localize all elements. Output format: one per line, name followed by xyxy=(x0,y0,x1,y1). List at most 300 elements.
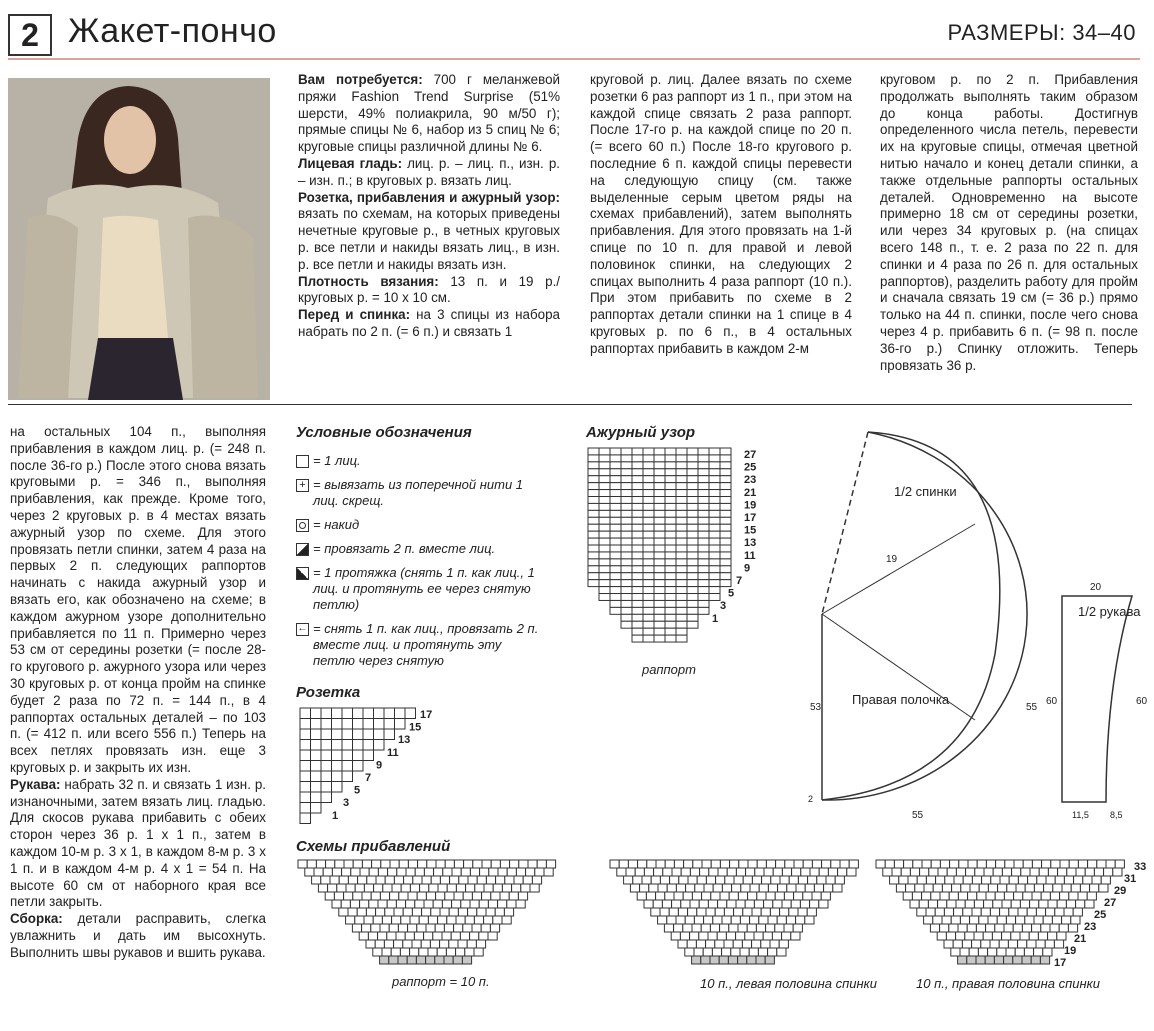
grid-cell xyxy=(654,490,665,497)
grid-cell xyxy=(426,892,435,900)
grid-cell xyxy=(687,497,698,504)
grid-cell xyxy=(988,884,997,892)
grid-cell xyxy=(1076,868,1085,876)
grid-cell xyxy=(727,868,736,876)
grid-cell xyxy=(523,876,532,884)
grid-cell xyxy=(698,503,709,510)
bottom-dim: 55 xyxy=(912,810,924,821)
grid-cell xyxy=(599,497,610,504)
grid-cell xyxy=(1055,908,1064,916)
grid-cell xyxy=(654,628,665,635)
grid-cell xyxy=(1062,916,1071,924)
grid-cell xyxy=(621,469,632,476)
grid-cell xyxy=(709,490,720,497)
grid-cell xyxy=(750,916,759,924)
grid-cell xyxy=(937,932,946,940)
grid-cell xyxy=(794,860,803,868)
grid-cell xyxy=(300,813,311,824)
grid-cell xyxy=(992,932,1001,940)
grid-cell xyxy=(372,860,381,868)
grid-cell xyxy=(698,580,709,587)
grid-cell xyxy=(1083,876,1092,884)
grid-cell xyxy=(481,924,490,932)
grid-cell xyxy=(621,483,632,490)
grid-cell xyxy=(643,594,654,601)
grid-cell xyxy=(621,614,632,621)
grid-cell xyxy=(710,924,719,932)
grid-cell xyxy=(817,876,826,884)
grid-cell xyxy=(1078,892,1087,900)
grid-cell xyxy=(665,517,676,524)
grid-cell xyxy=(947,868,956,876)
grid-cell xyxy=(805,916,814,924)
grid-cell xyxy=(1013,956,1022,964)
grid-cell xyxy=(588,476,599,483)
grid-cell xyxy=(676,916,685,924)
grid-cell xyxy=(754,900,763,908)
grid-cell xyxy=(1025,916,1034,924)
grid-cell xyxy=(353,729,364,740)
grid-cell xyxy=(350,900,359,908)
grid-cell xyxy=(755,868,764,876)
grid-cell xyxy=(316,860,325,868)
grid-cell xyxy=(764,900,773,908)
grid-cell xyxy=(446,948,455,956)
grid-cell xyxy=(544,868,553,876)
grid-cell xyxy=(756,956,765,964)
grid-cell xyxy=(599,531,610,538)
grid-cell xyxy=(993,868,1002,876)
grid-cell xyxy=(321,729,332,740)
grid-cell xyxy=(632,607,643,614)
grid-cell xyxy=(720,517,731,524)
grid-cell xyxy=(687,940,696,948)
grid-cell xyxy=(901,868,910,876)
grid-cell xyxy=(456,916,465,924)
arrow-left-icon: ← xyxy=(297,623,308,634)
grid-cell xyxy=(651,876,660,884)
grid-cell xyxy=(906,884,915,892)
grid-cell xyxy=(988,916,997,924)
grid-cell xyxy=(1048,932,1057,940)
grid-cell xyxy=(482,860,491,868)
grid-cell xyxy=(654,524,665,531)
grid-cell xyxy=(993,900,1002,908)
grid-cell xyxy=(621,621,632,628)
grid-cell xyxy=(632,545,643,552)
grid-cell xyxy=(654,573,665,580)
grid-cell xyxy=(395,708,406,719)
grid-cell xyxy=(810,900,819,908)
grid-cell xyxy=(665,607,676,614)
grid-cell xyxy=(709,483,720,490)
grid-cell xyxy=(643,503,654,510)
grid-cell xyxy=(1085,868,1094,876)
grid-cell xyxy=(654,517,665,524)
grid-cell xyxy=(709,524,720,531)
grid-cell xyxy=(698,510,709,517)
grid-cell xyxy=(715,940,724,948)
grid-cell xyxy=(1014,892,1023,900)
grid-cell xyxy=(588,545,599,552)
grid-cell xyxy=(940,860,949,868)
grid-cell xyxy=(929,868,938,876)
grid-cell xyxy=(396,900,405,908)
row-label: 13 xyxy=(398,734,411,747)
grid-cell xyxy=(982,876,991,884)
grid-cell xyxy=(938,868,947,876)
grid-cell xyxy=(353,860,362,868)
grid-cell xyxy=(698,531,709,538)
grid-cell xyxy=(676,490,687,497)
grid-cell xyxy=(805,884,814,892)
grid-cell xyxy=(709,510,720,517)
grid-cell xyxy=(1012,868,1021,876)
grid-cell xyxy=(1002,932,1011,940)
grid-cell xyxy=(720,566,731,573)
grid-cell xyxy=(676,469,687,476)
grid-cell xyxy=(435,956,444,964)
grid-cell xyxy=(757,892,766,900)
grid-cell xyxy=(1054,940,1063,948)
grid-cell xyxy=(369,900,378,908)
grid-cell xyxy=(412,940,421,948)
grid-cell xyxy=(588,552,599,559)
grid-cell xyxy=(1002,868,1011,876)
grid-cell xyxy=(375,940,384,948)
grid-cell xyxy=(766,892,775,900)
grid-cell xyxy=(757,860,766,868)
grid-cell xyxy=(332,708,343,719)
grid-cell xyxy=(1032,892,1041,900)
grid-cell xyxy=(588,503,599,510)
increase-caption-3: 10 п., правая половина спинки xyxy=(916,976,1101,991)
schematic xyxy=(790,424,1150,828)
grid-cell xyxy=(1032,860,1041,868)
grid-cell xyxy=(663,868,672,876)
grid-cell xyxy=(632,621,643,628)
grid-cell xyxy=(644,900,653,908)
grid-cell xyxy=(449,940,458,948)
row-label: 15 xyxy=(744,524,757,537)
grid-cell xyxy=(676,510,687,517)
grid-cell xyxy=(599,573,610,580)
grid-cell xyxy=(486,908,495,916)
grid-cell xyxy=(994,956,1003,964)
grid-cell xyxy=(687,510,698,517)
grid-cell xyxy=(610,594,621,601)
grid-cell xyxy=(698,573,709,580)
grid-cell xyxy=(516,868,525,876)
grid-cell xyxy=(1020,932,1029,940)
grid-cell xyxy=(687,600,698,607)
grid-cell xyxy=(311,719,322,730)
grid-cell xyxy=(979,884,988,892)
grid-cell xyxy=(610,497,621,504)
grid-cell xyxy=(353,892,362,900)
grid-cell xyxy=(654,497,665,504)
grid-cell xyxy=(924,916,933,924)
grid-cell xyxy=(1055,876,1064,884)
grid-cell xyxy=(1034,916,1043,924)
grid-cell xyxy=(690,900,699,908)
grid-cell xyxy=(599,483,610,490)
grid-cell xyxy=(739,860,748,868)
grid-cell xyxy=(461,868,470,876)
grid-cell xyxy=(785,860,794,868)
grid-cell xyxy=(944,908,953,916)
grid-cell xyxy=(654,545,665,552)
grid-cell xyxy=(1028,876,1037,884)
grid-cell xyxy=(771,876,780,884)
grid-cell xyxy=(474,948,483,956)
grid-cell xyxy=(619,860,628,868)
grid-cell xyxy=(1101,876,1110,884)
grid-cell xyxy=(981,940,990,948)
grid-cell xyxy=(405,932,414,940)
grid-cell xyxy=(685,916,694,924)
grid-cell xyxy=(610,455,621,462)
grid-cell xyxy=(428,948,437,956)
grid-cell xyxy=(706,908,715,916)
grid-cell xyxy=(1041,892,1050,900)
grid-cell xyxy=(676,884,685,892)
grid-cell xyxy=(491,892,500,900)
grid-cell xyxy=(730,860,739,868)
grid-cell xyxy=(798,876,807,884)
grid-cell xyxy=(698,545,709,552)
row-label: 25 xyxy=(744,461,757,474)
grid-cell xyxy=(400,948,409,956)
grid-cell xyxy=(1024,948,1033,956)
grid-cell xyxy=(321,719,332,730)
grid-cell xyxy=(1030,900,1039,908)
grid-cell xyxy=(321,708,332,719)
grid-cell xyxy=(720,531,731,538)
grid-cell xyxy=(676,600,687,607)
grid-cell xyxy=(353,740,364,751)
grid-cell xyxy=(1018,940,1027,948)
grid-cell xyxy=(332,782,343,793)
grid-cell xyxy=(300,708,311,719)
grid-cell xyxy=(638,860,647,868)
grid-cell xyxy=(392,916,401,924)
grid-cell xyxy=(342,771,353,782)
grid-cell xyxy=(388,868,397,876)
grid-cell xyxy=(493,916,502,924)
grid-cell xyxy=(694,948,703,956)
grid-cell xyxy=(665,538,676,545)
grid-cell xyxy=(643,587,654,594)
grid-cell xyxy=(1076,900,1085,908)
grid-cell xyxy=(890,876,899,884)
grid-cell xyxy=(414,932,423,940)
grid-cell xyxy=(1092,876,1101,884)
grid-cell xyxy=(688,876,697,884)
grid-cell xyxy=(676,517,687,524)
grid-cell xyxy=(970,884,979,892)
grid-cell xyxy=(654,614,665,621)
grid-cell xyxy=(665,545,676,552)
grid-cell xyxy=(720,924,729,932)
grid-cell xyxy=(960,948,969,956)
grid-cell xyxy=(775,924,784,932)
grid-cell xyxy=(422,876,431,884)
grid-cell xyxy=(632,580,643,587)
grid-cell xyxy=(1005,860,1014,868)
grid-cell xyxy=(404,876,413,884)
grid-cell xyxy=(394,876,403,884)
grid-cell xyxy=(1008,940,1017,948)
grid-cell xyxy=(719,956,728,964)
rosette-chart xyxy=(296,704,446,826)
grid-cell xyxy=(908,876,917,884)
grid-cell xyxy=(768,884,777,892)
grid-cell xyxy=(509,892,518,900)
grid-cell xyxy=(687,552,698,559)
grid-cell xyxy=(665,497,676,504)
grid-cell xyxy=(498,900,507,908)
grid-cell xyxy=(706,940,715,948)
grid-cell xyxy=(1052,916,1061,924)
grid-cell xyxy=(376,876,385,884)
grid-cell xyxy=(528,860,537,868)
grid-cell xyxy=(687,621,698,628)
grid-cell xyxy=(736,900,745,908)
grid-cell xyxy=(643,545,654,552)
grid-cell xyxy=(722,948,731,956)
grid-cell xyxy=(401,916,410,924)
grid-cell xyxy=(1068,924,1077,932)
grid-cell xyxy=(1007,884,1016,892)
grid-cell xyxy=(709,594,720,601)
grid-cell xyxy=(979,916,988,924)
grid-cell xyxy=(736,932,745,940)
grid-cell xyxy=(1029,932,1038,940)
grid-cell xyxy=(1040,956,1049,964)
row-label: 23 xyxy=(1084,921,1097,933)
grid-cell xyxy=(643,580,654,587)
grid-cell xyxy=(632,483,643,490)
grid-cell xyxy=(445,860,454,868)
grid-cell xyxy=(360,868,369,876)
grid-cell xyxy=(676,497,687,504)
grid-cell xyxy=(1011,900,1020,908)
grid-cell xyxy=(694,916,703,924)
grid-cell xyxy=(599,552,610,559)
grid-cell xyxy=(732,884,741,892)
grid-cell xyxy=(687,614,698,621)
grid-cell xyxy=(693,860,702,868)
grid-cell xyxy=(484,916,493,924)
legend-item-skp: = 1 протяжка (снять 1 п. как лиц., 1 лиц. и протянуть ее через снятую петлю) xyxy=(296,565,576,613)
grid-cell xyxy=(676,455,687,462)
grid-cell xyxy=(460,932,469,940)
grid-cell xyxy=(734,876,743,884)
grid-cell xyxy=(665,552,676,559)
grid-cell xyxy=(968,892,977,900)
grid-cell xyxy=(643,469,654,476)
grid-cell xyxy=(588,455,599,462)
grid-cell xyxy=(698,476,709,483)
grid-cell xyxy=(348,908,357,916)
grid-cell xyxy=(654,559,665,566)
openwork-title: Ажурный узор xyxy=(586,424,696,441)
grid-cell xyxy=(665,573,676,580)
grid-cell xyxy=(749,948,758,956)
front-label: Правая полочка xyxy=(852,692,950,707)
grid-cell xyxy=(664,924,673,932)
grid-cell xyxy=(1064,908,1073,916)
grid-cell xyxy=(720,559,731,566)
grid-cell xyxy=(687,469,698,476)
grid-cell xyxy=(733,940,742,948)
grid-cell xyxy=(665,621,676,628)
grid-cell xyxy=(426,956,435,964)
grid-cell xyxy=(1021,868,1030,876)
grid-cell xyxy=(766,924,775,932)
grid-cell xyxy=(676,607,687,614)
grid-cell xyxy=(335,860,344,868)
grid-cell xyxy=(496,876,505,884)
grid-cell xyxy=(395,719,406,730)
grid-cell xyxy=(789,876,798,884)
grid-cell xyxy=(465,916,474,924)
grid-cell xyxy=(632,552,643,559)
grid-cell xyxy=(777,916,786,924)
grid-cell xyxy=(463,892,472,900)
grid-cell xyxy=(599,462,610,469)
grid-cell xyxy=(920,868,929,876)
increase-charts xyxy=(296,856,1148,1020)
row-label: 5 xyxy=(728,587,735,600)
grid-cell xyxy=(632,510,643,517)
grid-cell xyxy=(745,900,754,908)
grid-cell xyxy=(617,868,626,876)
grid-cell xyxy=(621,462,632,469)
grid-cell xyxy=(389,956,398,964)
grid-cell xyxy=(387,932,396,940)
grid-cell xyxy=(1085,900,1094,908)
page-title: Жакет-пончо xyxy=(68,12,277,50)
grid-cell xyxy=(344,892,353,900)
grid-cell xyxy=(876,860,885,868)
grid-cell xyxy=(990,908,999,916)
grid-cell xyxy=(599,517,610,524)
grid-cell xyxy=(676,573,687,580)
grid-cell xyxy=(466,884,475,892)
grid-cell xyxy=(687,559,698,566)
grid-cell xyxy=(770,908,779,916)
grid-cell xyxy=(708,900,717,908)
grid-cell xyxy=(718,900,727,908)
grid-cell xyxy=(654,580,665,587)
legend-item-knit: = 1 лиц. xyxy=(296,453,576,469)
grid-cell xyxy=(698,469,709,476)
grid-cell xyxy=(849,860,858,868)
grid-cell xyxy=(630,884,639,892)
grid-cell xyxy=(621,517,632,524)
grid-cell xyxy=(643,510,654,517)
grid-cell xyxy=(773,868,782,876)
grid-cell xyxy=(709,476,720,483)
grid-cell xyxy=(1013,924,1022,932)
grid-cell xyxy=(1060,892,1069,900)
grid-cell xyxy=(972,908,981,916)
grid-cell xyxy=(1000,908,1009,916)
grid-cell xyxy=(654,503,665,510)
grid-cell xyxy=(709,538,720,545)
